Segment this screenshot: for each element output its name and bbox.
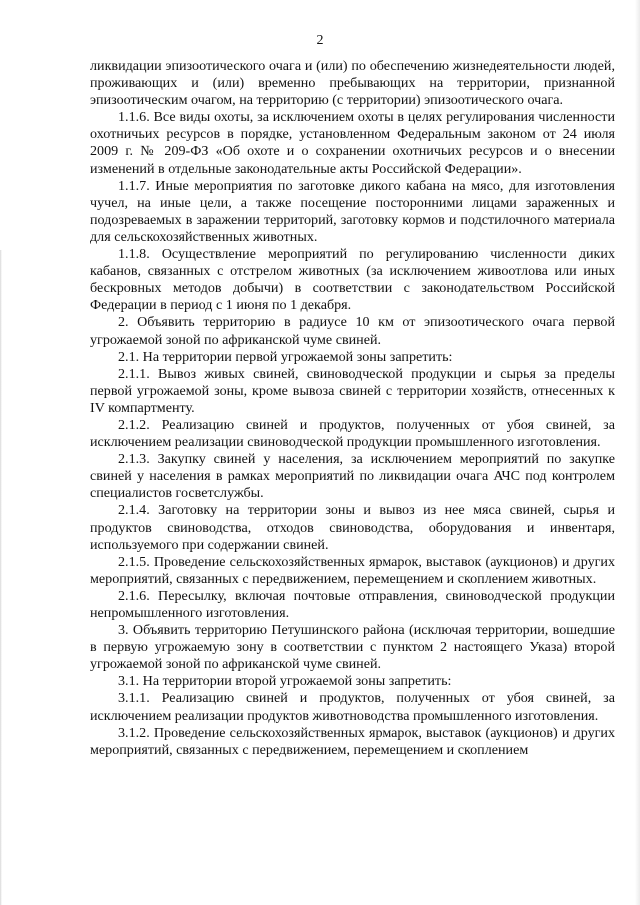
paragraph-continuation: ликвидации эпизоотического очага и (или) по обеспечению жизнедеятельности людей, проживающих и (или) временно пребывающих на территории, признанной эпизоотическим очагом, на территорию (с территории) эпизоотического очага. <box>90 58 615 109</box>
paragraph-2-1-6: 2.1.6. Пересылку, включая почтовые отправления, свиноводческой продукции непромышленного изготовления. <box>90 587 615 621</box>
paragraph-1-1-6: 1.1.6. Все виды охоты, за исключением охоты в целях регулирования численности охотничьих ресурсов в порядке, установленном Федеральным законом от 24 июля 2009 г. № 209-ФЗ «Об охоте и о сохранении охотничьих ресурсов и о внесении изменений в отдельные законодательные акты Российской Федерации». <box>90 109 615 177</box>
paragraph-2-1-4: 2.1.4. Заготовку на территории зоны и вывоз из нее мяса свиней, сырья и продуктов свиноводства, отходов свиноводства, оборудования и инвентаря, используемого при содержании свиней. <box>90 502 615 553</box>
page-crease <box>0 250 2 905</box>
paragraph-2: 2. Объявить территорию в радиусе 10 км от эпизоотического очага первой угрожаемой зоной по африканской чуме свиней. <box>90 314 615 348</box>
paragraph-3-1: 3.1. На территории второй угрожаемой зоны запретить: <box>118 673 452 690</box>
paragraph-3-1-1: 3.1.1. Реализацию свиней и продуктов, полученных от убоя свиней, за исключением реализации продуктов животноводства промышленного изготовления. <box>90 690 615 724</box>
paragraph-1-1-7: 1.1.7. Иные мероприятия по заготовке дикого кабана на мясо, для изготовления чучел, на иные цели, а также посещение посторонними лицами зараженных и подозреваемых в заражении территорий, заготовку кормов и подстилочного материала для сельскохозяйственных животных. <box>90 177 615 245</box>
paragraph-2-1-5: 2.1.5. Проведение сельскохозяйственных ярмарок, выставок (аукционов) и других мероприятий, связанных с передвижением, перемещением и скоплением животных. <box>90 553 615 587</box>
page-edge-shadow <box>635 0 640 905</box>
paragraph-2-1-2: 2.1.2. Реализацию свиней и продуктов, полученных от убоя свиней, за исключением реализации свиноводческой продукции промышленного изготовления. <box>90 416 615 451</box>
paragraph-1-1-8: 1.1.8. Осуществление мероприятий по регулированию численности диких кабанов, связанных с отстрелом животных (за исключением живоотлова или иных бескровных методов добычи) в соответствии с законодательством Российской Федерации в период с 1 июня по 1 декабря. <box>90 246 615 314</box>
paragraph-2-1: 2.1. На территории первой угрожаемой зоны запретить: <box>118 348 453 365</box>
paragraph-3: 3. Объявить территорию Петушинского района (исключая территории, вошедшие в первую угрожаемую зону в соответствии с пунктом 2 настоящего Указа) второй угрожаемой зоной по африканской чуме свиней. <box>90 622 615 673</box>
paragraph-2-1-3: 2.1.3. Закупку свиней у населения, за исключением мероприятий по закупке свиней у населения в рамках мероприятий по ликвидации очага АЧС под контролем специалистов госветслужбы. <box>90 451 615 502</box>
paragraph-2-1-1: 2.1.1. Вывоз живых свиней, свиноводческой продукции и сырья за пределы первой угрожаемой зоны, кроме вывоза свиней с территории хозяйств, отнесенных к IV компартменту. <box>90 365 615 416</box>
paragraph-3-1-2: 3.1.2. Проведение сельскохозяйственных ярмарок, выставок (аукционов) и других мероприятий, связанных с передвижением, перемещением и скоплением <box>90 724 615 758</box>
page-number: 2 <box>316 33 324 48</box>
document-body <box>90 58 615 759</box>
